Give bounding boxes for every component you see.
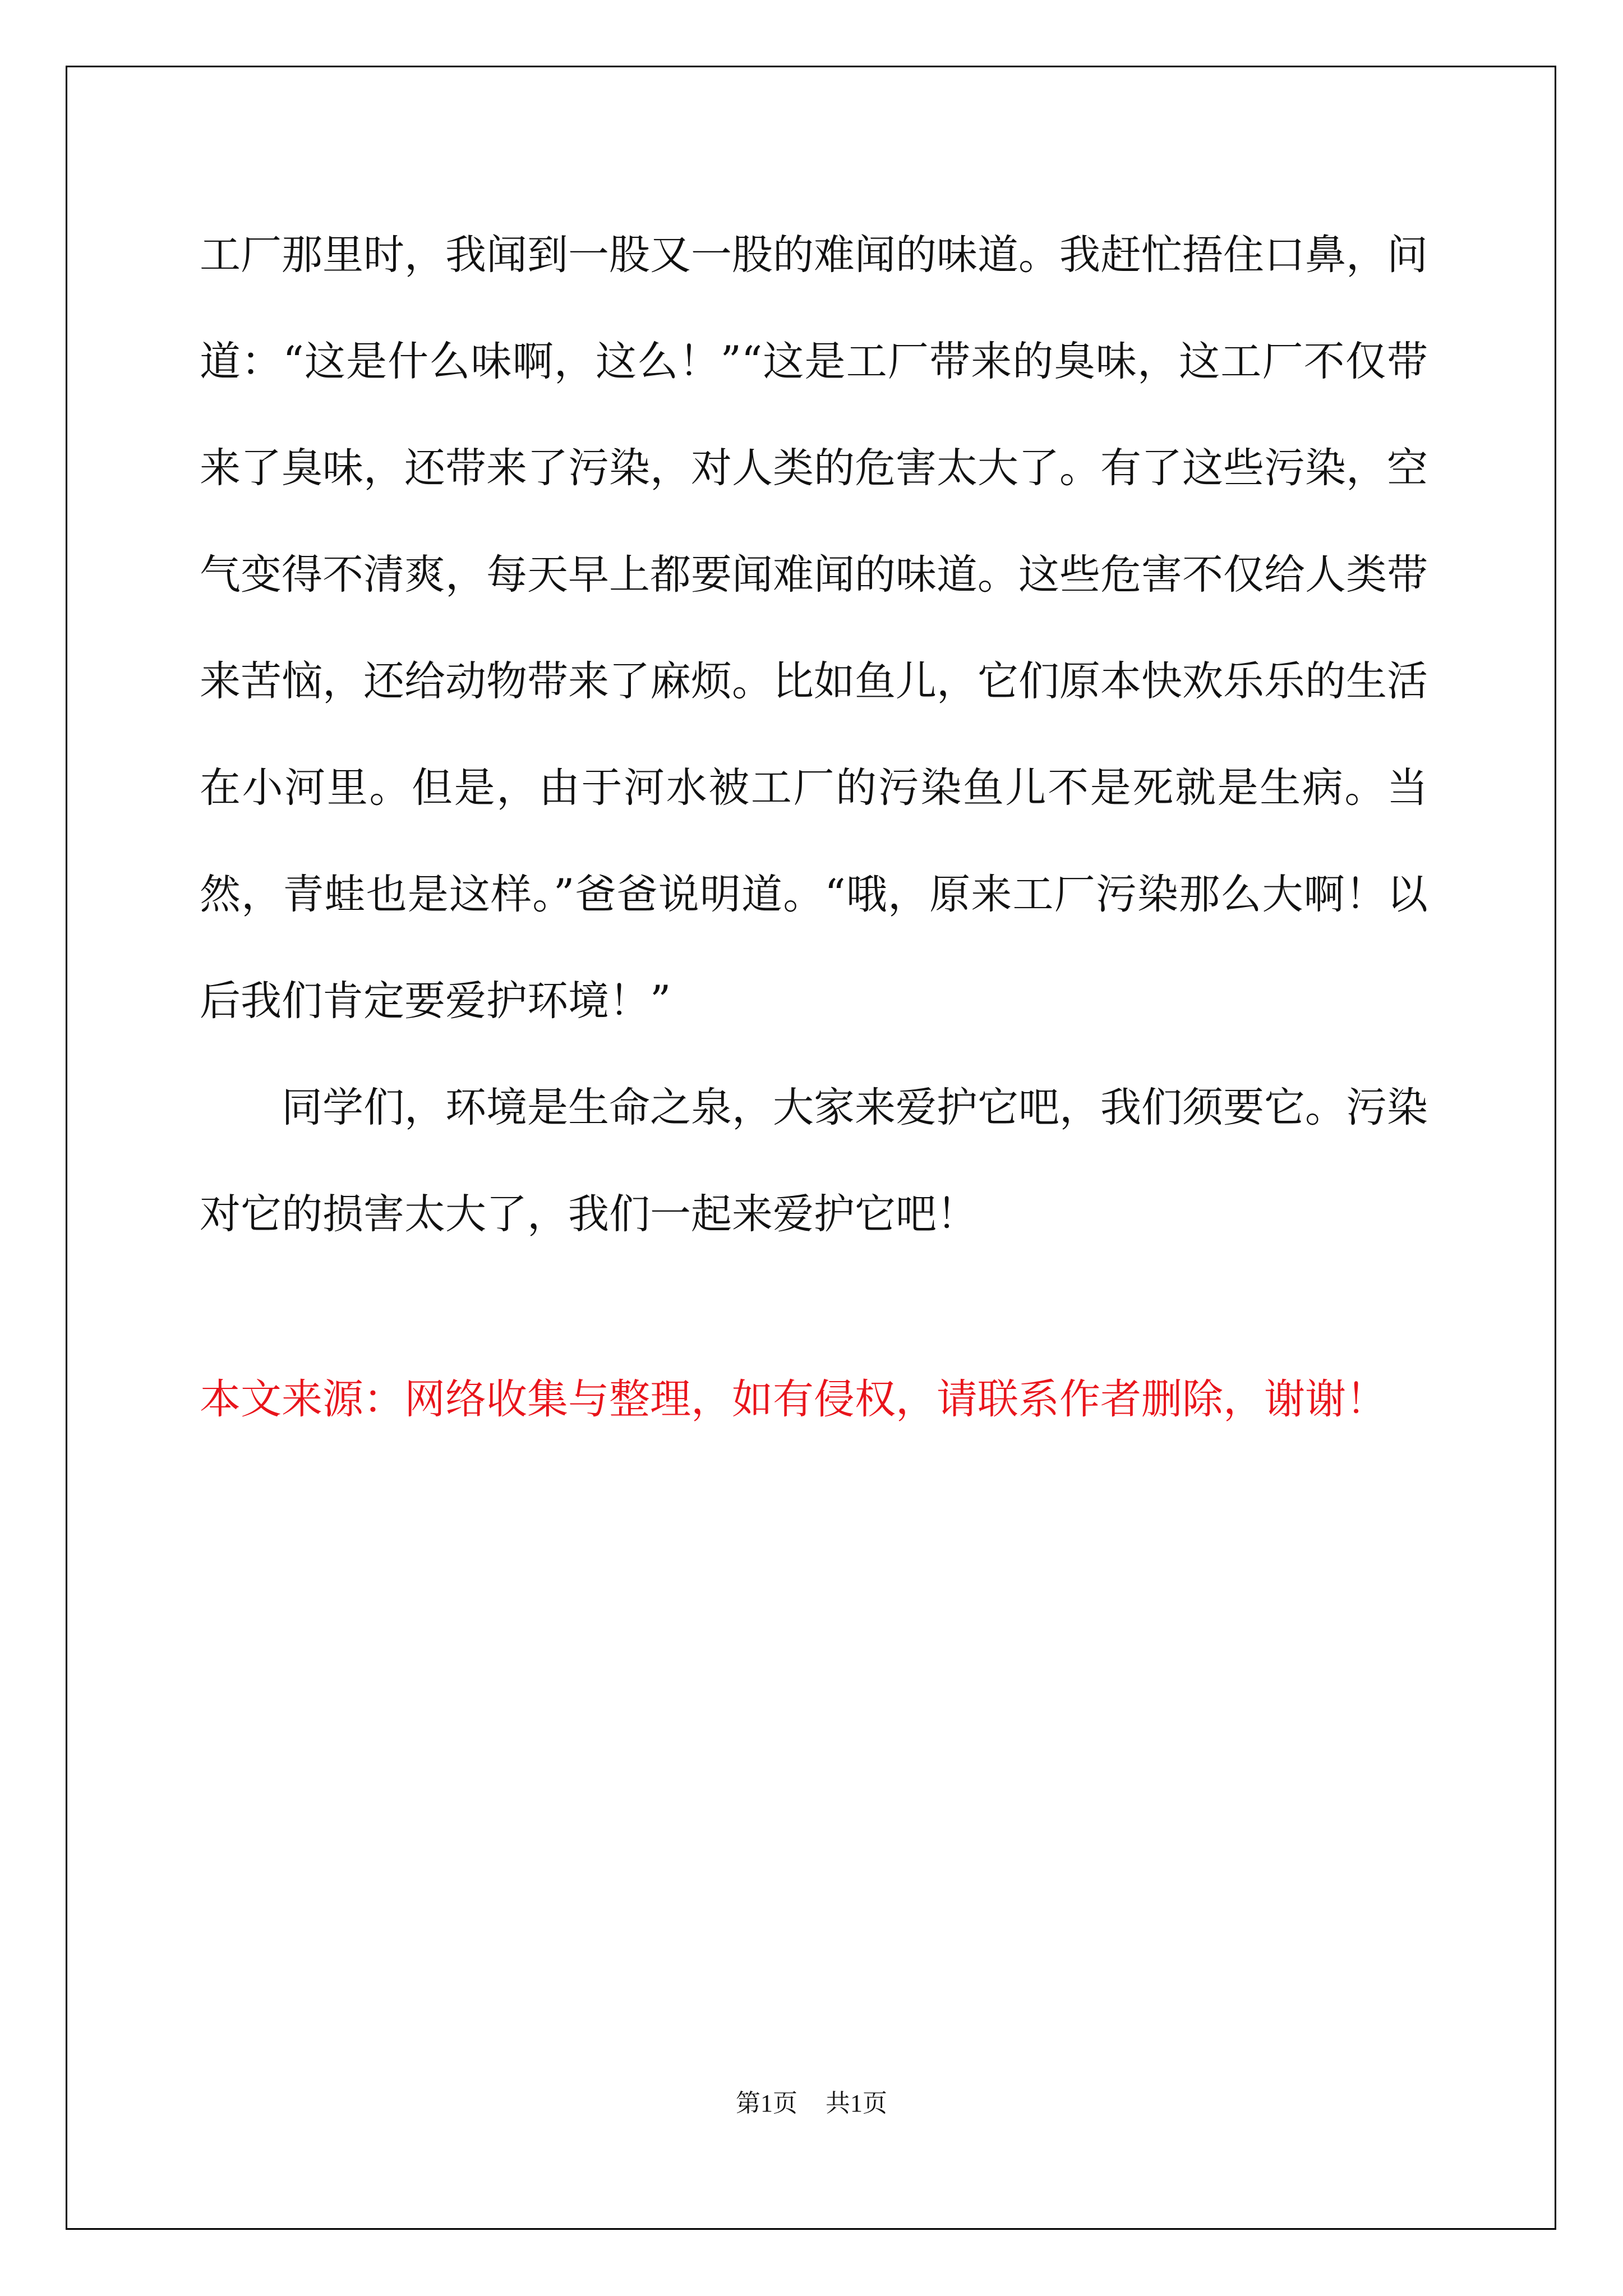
article-body: [200, 202, 1428, 1268]
source-note: 本文来源：网络收集与整理，如有侵权，请联系作者删除，谢谢！: [200, 1375, 1387, 1423]
paragraph-2: 同学们，环境是生命之泉，大家来爱护它吧，我们须要它。污染对它的损害太大了，我们一起来爱护它吧！: [200, 1084, 1428, 1238]
paragraph-1: 工厂那里时，我闻到一股又一股的难闻的味道。我赶忙捂住口鼻，问道：“这是什么味啊，这么！”“这是工厂带来的臭味，这工厂不仅带来了臭味，还带来了污染，对人类的危害太大了。有了这些污染，空气变得不清爽，每天早上都要闻难闻的味道。这些危害不仅给人类带来苦恼，还给动物带来了麻烦。比如鱼儿，它们原本快欢乐乐的生活在小河里。但是，由于河水被工厂的污染鱼儿不是死就是生病。当然，青蛙也是这样。”爸爸说明道。“哦，原来工厂污染那么大啊！以后我们肯定要爱护环境！”: [200, 231, 1428, 1025]
page-footer: [0, 2087, 1623, 2120]
page-number: 第1页: [736, 2090, 797, 2117]
page-total: 共1页: [826, 2090, 887, 2117]
